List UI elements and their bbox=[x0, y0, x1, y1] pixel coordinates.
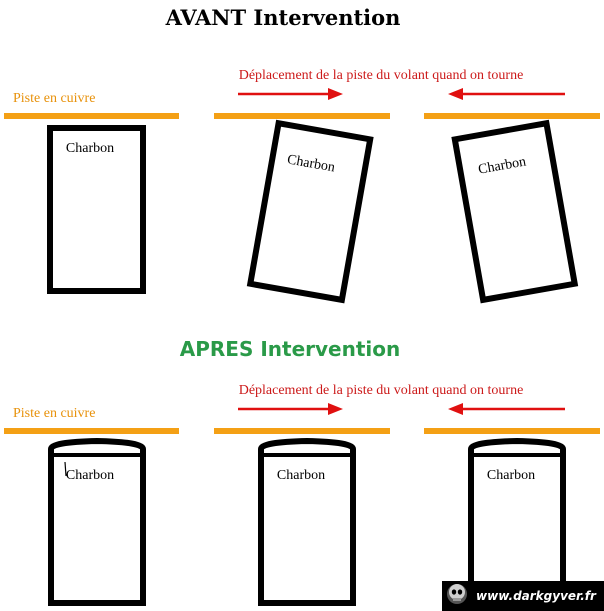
skull-logo-icon bbox=[447, 584, 467, 604]
apres-piste-label: Piste en cuivre bbox=[13, 406, 96, 421]
avant-caption: Déplacement de la piste du volant quand on tourne bbox=[238, 68, 524, 83]
avant-arrow-left bbox=[448, 88, 565, 100]
apres-charbon-label-1: Charbon bbox=[65, 468, 115, 483]
apres-title: APRES Intervention bbox=[179, 337, 401, 361]
avant-charbon-block-3 bbox=[455, 123, 575, 300]
avant-arrow-right bbox=[238, 88, 343, 100]
apres-charbon-label-3: Charbon bbox=[486, 468, 536, 483]
avant-track-1 bbox=[4, 113, 179, 119]
avant-track-3 bbox=[424, 113, 600, 119]
apres-track-3 bbox=[424, 428, 600, 434]
apres-charbon-label-2: Charbon bbox=[276, 468, 326, 483]
apres-arrow-right bbox=[238, 403, 343, 415]
brand-watermark bbox=[442, 581, 604, 611]
avant-charbon-block-1 bbox=[50, 128, 143, 291]
avant-charbon-block-2 bbox=[250, 123, 370, 300]
apres-arrow-left bbox=[448, 403, 565, 415]
avant-charbon-label-2: Charbon bbox=[285, 152, 337, 176]
apres-caption: Déplacement de la piste du volant quand on tourne bbox=[238, 383, 524, 398]
brand-url: www.darkgyver.fr bbox=[476, 589, 596, 603]
avant-piste-label: Piste en cuivre bbox=[13, 91, 96, 106]
avant-charbon-label-3: Charbon bbox=[477, 154, 528, 178]
apres-charbon-block-3 bbox=[471, 441, 563, 603]
avant-title: AVANT Intervention bbox=[165, 5, 401, 30]
avant-charbon-label-1: Charbon bbox=[65, 141, 115, 156]
apres-charbon-block-1 bbox=[51, 441, 143, 603]
avant-track-2 bbox=[214, 113, 390, 119]
apres-track-1 bbox=[4, 428, 179, 434]
apres-charbon-block-2 bbox=[261, 441, 353, 603]
apres-track-2 bbox=[214, 428, 390, 434]
